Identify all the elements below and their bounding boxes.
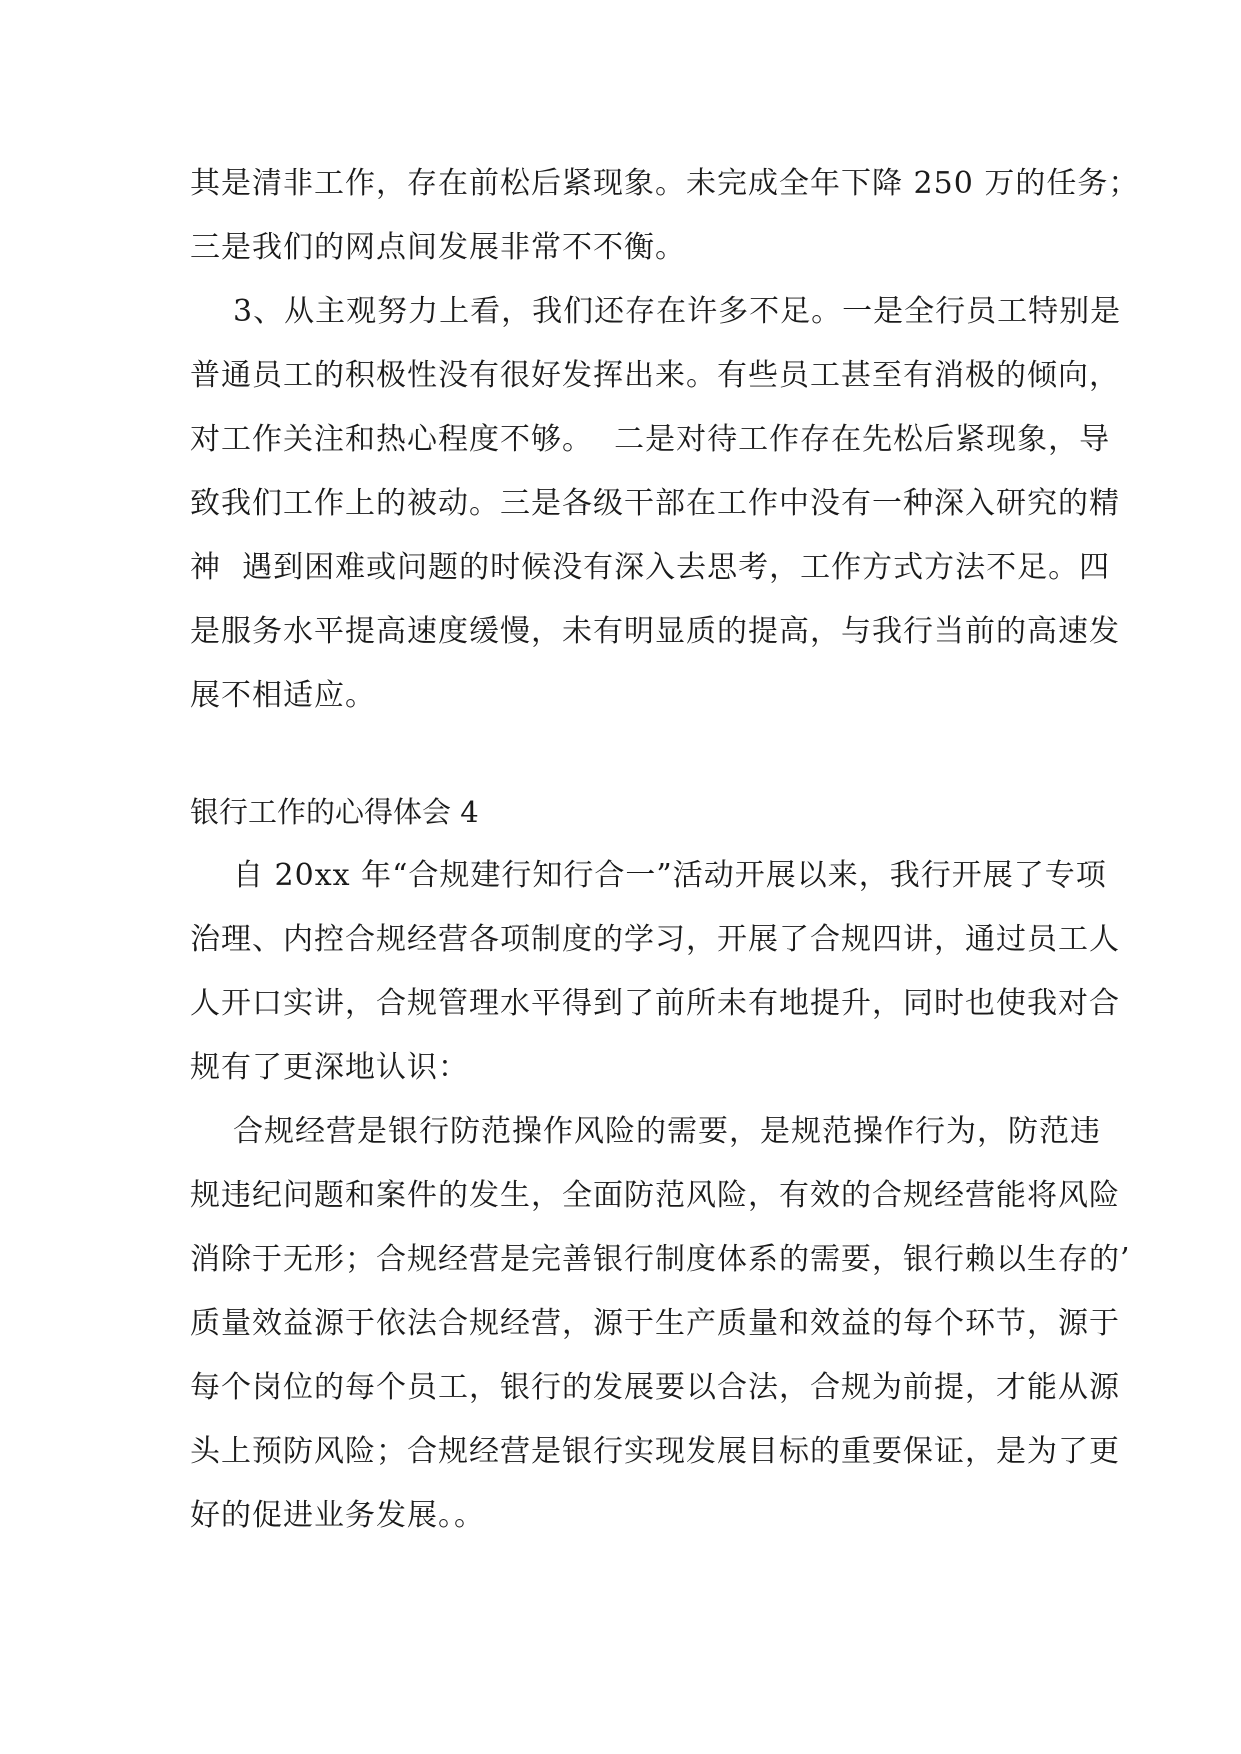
text-line: 治理、内控合规经营各项制度的学习，开展了合规四讲，通过员工人 (190, 922, 1120, 957)
text-line: 每个岗位的每个员工，银行的发展要以合法，合规为前提，才能从源 (190, 1370, 1120, 1405)
text-line: 人开口实讲，合规管理水平得到了前所未有地提升，同时也使我对合 (190, 986, 1120, 1021)
text-line: 是服务水平提高速度缓慢，未有明显质的提高，与我行当前的高速发 (190, 614, 1120, 649)
text-line: 三是我们的网点间发展非常不不衡。 (190, 230, 686, 265)
text-line: 质量效益源于依法合规经营，源于生产质量和效益的每个环节，源于 (190, 1306, 1120, 1341)
paragraph-subjective-shortcomings (190, 280, 1122, 728)
text-line: 对工作关注和热心程度不够。 二是对待工作存在先松后紧现象，导 (190, 422, 1111, 457)
text-line: 自 20xx 年“合规建行知行合一”活动开展以来，我行开展了专项 (233, 858, 1107, 893)
document-body (190, 152, 1140, 1548)
text-line: 致我们工作上的被动。三是各级干部在工作中没有一种深入研究的精 (190, 486, 1120, 521)
paragraph-compliance (190, 1100, 1131, 1548)
text-line: 好的促进业务发展。。 (190, 1498, 485, 1533)
paragraph-gap (190, 728, 1060, 780)
text-line: 3、从主观努力上看，我们还存在许多不足。一是全行员工特别是 (233, 294, 1122, 329)
text-line: 头上预防风险；合规经营是银行实现发展目标的重要保证，是为了更 (190, 1434, 1120, 1469)
text-line: 展不相适应。 (190, 678, 376, 713)
text-line: 合规经营是银行防范操作风险的需要，是规范操作行为，防范违 (233, 1114, 1101, 1149)
text-line: 普通员工的积极性没有很好发挥出来。有些员工甚至有消极的倾向， (190, 358, 1120, 393)
text-line: 消除于无形；合规经营是完善银行制度体系的需要，银行赖以生存的’ (190, 1242, 1131, 1277)
text-line: 规有了更深地认识： (190, 1050, 469, 1085)
text-line: 神 遇到困难或问题的时候没有深入去思考，工作方式方法不足。四 (190, 550, 1111, 585)
text-line: 其是清非工作，存在前松后紧现象。未完成全年下降 250 万的任务； (190, 166, 1140, 201)
paragraph-intro (190, 844, 1120, 1100)
section-heading: 银行工作的心得体会 4 (190, 795, 479, 829)
paragraph-continuation (190, 152, 1140, 280)
text-line: 规违纪问题和案件的发生，全面防范风险，有效的合规经营能将风险 (190, 1178, 1120, 1213)
